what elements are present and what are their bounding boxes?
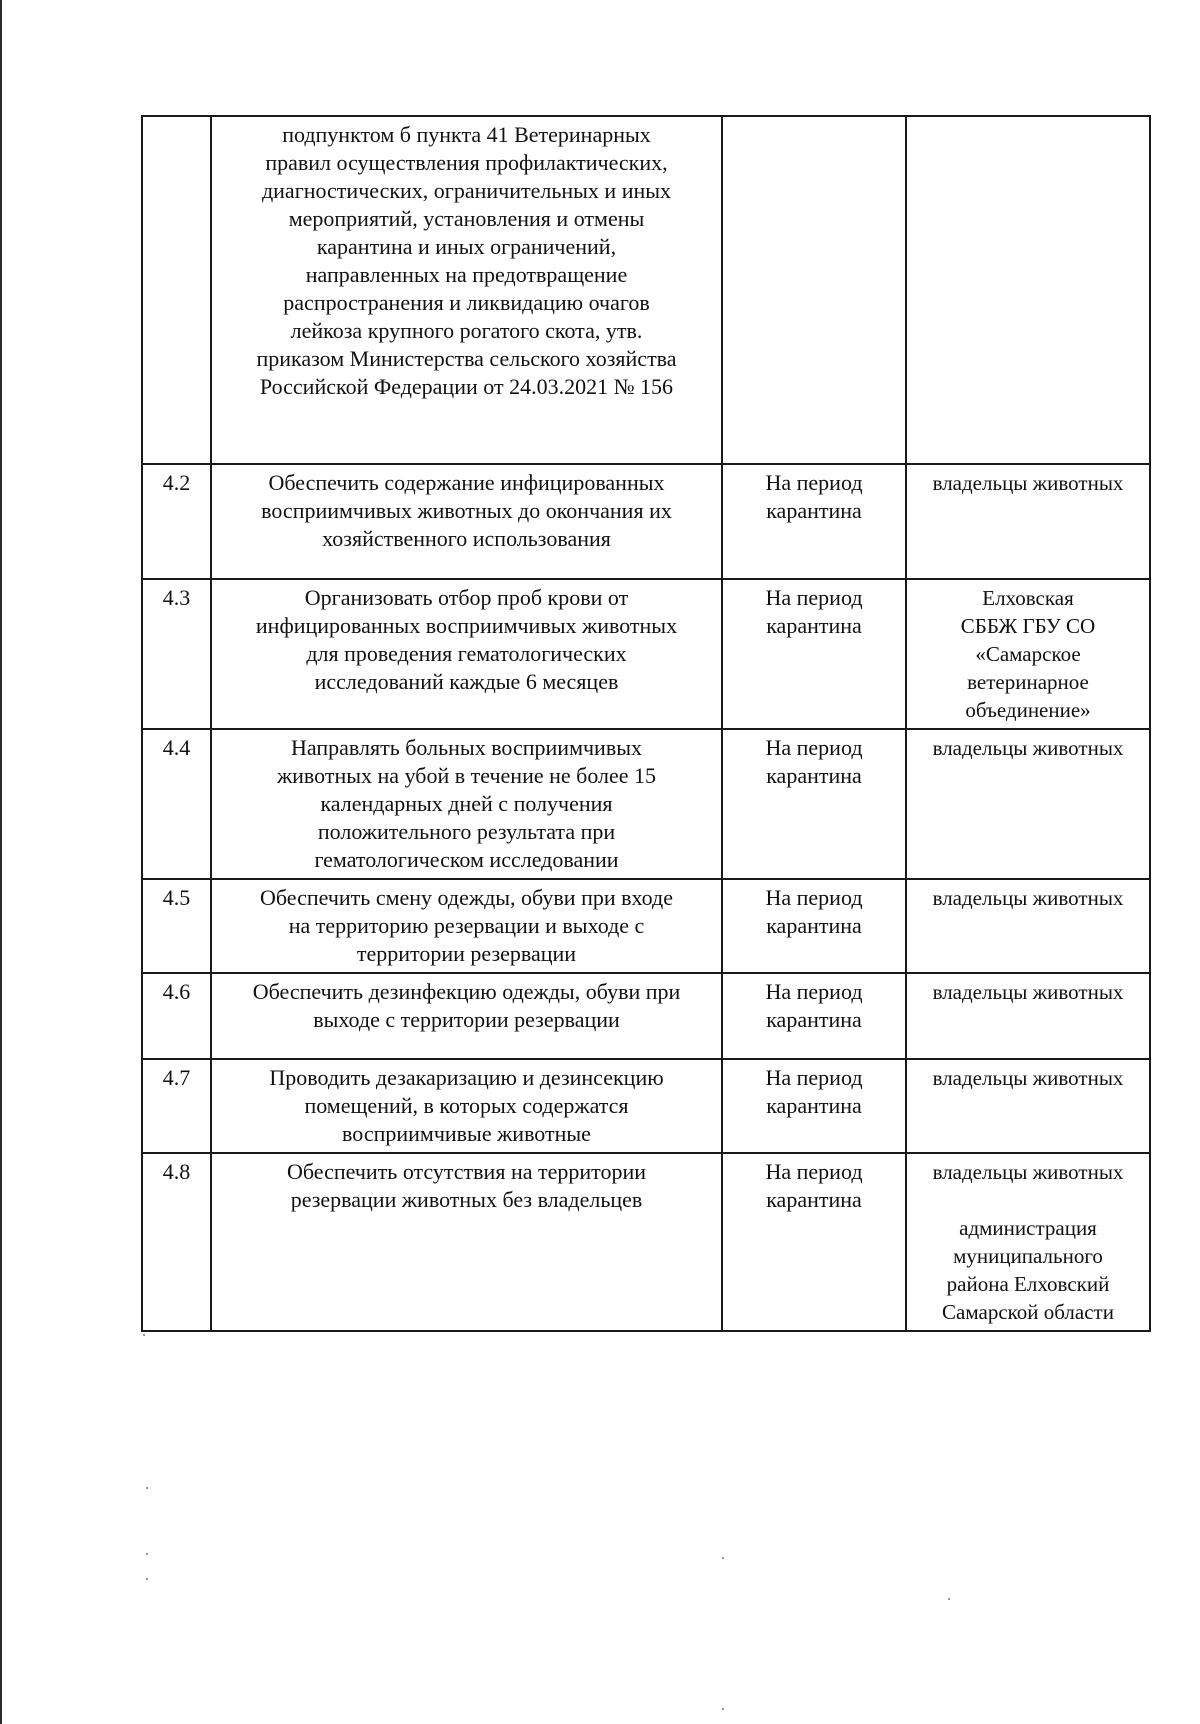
- term-text-line: карантина: [766, 763, 862, 788]
- row-number: 4.7: [162, 1065, 191, 1090]
- table-row: [142, 464, 1150, 579]
- row-number-cell: [142, 116, 211, 464]
- table-row: [142, 729, 1150, 879]
- scan-speck: [143, 1334, 145, 1336]
- measure-text-line: территории резервации: [356, 941, 577, 966]
- term-text-line: карантина: [766, 913, 862, 938]
- measure-text-line: направленных на предотвращение: [305, 262, 628, 287]
- responsible-text-line: района Елховский: [946, 1272, 1110, 1296]
- measure-text-line: выходе с территории резервации: [313, 1007, 620, 1032]
- row-number-cell: [142, 1059, 211, 1153]
- row-number: 4.2: [162, 470, 191, 495]
- term-cell: [722, 1059, 906, 1153]
- measure-text-line: на территорию резервации и выходе с: [288, 913, 645, 938]
- term-text-line: На период: [765, 1065, 863, 1090]
- measure-text-line: Российской Федерации от 24.03.2021 № 156: [259, 374, 674, 399]
- row-number-cell: [142, 973, 211, 1059]
- scan-speck: [146, 1487, 148, 1489]
- term-text-line: карантина: [766, 1007, 862, 1032]
- measure-text-line: восприимчивых животных до окончания их: [261, 498, 672, 523]
- term-text-line: На период: [765, 1159, 863, 1184]
- scan-speck: [146, 1578, 148, 1580]
- table-row: [142, 1153, 1150, 1331]
- term-text-line: На период: [765, 885, 863, 910]
- row-number-cell: [142, 879, 211, 973]
- term-text-line: карантина: [766, 498, 862, 523]
- responsible-text-line: владельцы животных: [932, 736, 1124, 760]
- row-number-cell: [142, 1153, 211, 1331]
- responsible-text-line: владельцы животных: [932, 1160, 1124, 1184]
- measure-text-line: правил осуществления профилактических,: [265, 150, 668, 175]
- responsible-text-line: администрация: [959, 1216, 1097, 1240]
- measure-cell: [211, 116, 722, 464]
- term-text-line: карантина: [766, 1187, 862, 1212]
- scan-page-edge: [0, 0, 2, 1724]
- term-cell: [722, 579, 906, 729]
- measure-text-line: Организовать отбор проб крови от: [304, 585, 629, 610]
- measure-text-line: Направлять больных восприимчивых: [290, 735, 642, 760]
- table-row: [142, 579, 1150, 729]
- term-text-line: На период: [765, 585, 863, 610]
- table-row: [142, 973, 1150, 1059]
- term-cell: [722, 879, 906, 973]
- responsible-text-line: ветеринарное: [967, 670, 1089, 694]
- measure-text-line: положительного результата при: [317, 819, 616, 844]
- scan-speck: [722, 1708, 724, 1710]
- measure-cell: [211, 973, 722, 1059]
- measure-cell: [211, 1059, 722, 1153]
- measure-text-line: резервации животных без владельцев: [290, 1187, 643, 1212]
- scan-speck: [948, 1598, 950, 1600]
- responsible-cell: [906, 1059, 1150, 1153]
- row-number-cell: [142, 579, 211, 729]
- responsible-spacer: [913, 1186, 1143, 1214]
- responsible-text-line: объединение»: [965, 698, 1091, 722]
- responsible-text-line: владельцы животных: [932, 471, 1124, 495]
- measures-table: [141, 115, 1151, 1332]
- term-cell: [722, 116, 906, 464]
- table-row: [142, 879, 1150, 973]
- measure-text-line: гематологическом исследовании: [314, 847, 619, 872]
- row-number-cell: [142, 464, 211, 579]
- term-cell: [722, 464, 906, 579]
- term-text-line: карантина: [766, 1093, 862, 1118]
- measure-text-line: приказом Министерства сельского хозяйства: [256, 346, 677, 371]
- measure-text-line: Обеспечить дезинфекцию одежды, обуви при: [252, 979, 681, 1004]
- responsible-text-line: владельцы животных: [932, 980, 1124, 1004]
- responsible-text-line: Елховская: [982, 586, 1074, 610]
- responsible-text-line: Самарской области: [942, 1300, 1114, 1324]
- measures-table-container: [141, 115, 1149, 1332]
- row-number: 4.5: [162, 885, 191, 910]
- responsible-cell: [906, 729, 1150, 879]
- measure-text-line: восприимчивые животные: [342, 1121, 591, 1146]
- measure-text-line: подпунктом б пункта 41 Ветеринарных: [282, 122, 651, 147]
- responsible-text-line: владельцы животных: [932, 1066, 1124, 1090]
- responsible-cell: [906, 579, 1150, 729]
- measure-cell: [211, 464, 722, 579]
- measure-text-line: животных на убой в течение не более 15: [276, 763, 657, 788]
- scan-speck: [722, 1557, 724, 1559]
- table-row: [142, 1059, 1150, 1153]
- responsible-text-line: СББЖ ГБУ СО: [960, 614, 1096, 638]
- responsible-cell: [906, 116, 1150, 464]
- measure-text-line: Проводить дезакаризацию и дезинсекцию: [269, 1065, 664, 1090]
- measure-text-line: лейкоза крупного рогатого скота, утв.: [290, 318, 643, 343]
- measure-text-line: карантина и иных ограничений,: [316, 234, 617, 259]
- row-number-cell: [142, 729, 211, 879]
- table-row: [142, 116, 1150, 464]
- measure-text-line: помещений, в которых содержатся: [304, 1093, 629, 1118]
- term-cell: [722, 1153, 906, 1331]
- term-cell: [722, 729, 906, 879]
- row-number: 4.3: [162, 585, 191, 610]
- term-text-line: карантина: [766, 613, 862, 638]
- row-number: 4.4: [162, 735, 191, 760]
- measure-cell: [211, 879, 722, 973]
- term-text-line: На период: [765, 470, 863, 495]
- responsible-text-line: «Самарское: [975, 642, 1081, 666]
- scan-speck: [146, 1553, 148, 1555]
- measure-text-line: исследований каждые 6 месяцев: [314, 669, 619, 694]
- measure-cell: [211, 1153, 722, 1331]
- measure-text-line: календарных дней с получения: [320, 791, 613, 816]
- measure-text-line: диагностических, ограничительных и иных: [261, 178, 672, 203]
- measure-text-line: мероприятий, установления и отмены: [288, 206, 645, 231]
- responsible-cell: [906, 1153, 1150, 1331]
- row-number: 4.6: [162, 979, 191, 1004]
- measures-table-body: [142, 116, 1150, 1331]
- measure-text-line: Обеспечить содержание инфицированных: [268, 470, 665, 495]
- term-cell: [722, 973, 906, 1059]
- measure-text-line: хозяйственного использования: [322, 526, 611, 551]
- measure-text-line: Обеспечить отсутствия на территории: [286, 1159, 646, 1184]
- measure-cell: [211, 729, 722, 879]
- measure-text-line: для проведения гематологических: [306, 641, 627, 666]
- row-number: 4.8: [162, 1159, 191, 1184]
- responsible-cell: [906, 879, 1150, 973]
- responsible-cell: [906, 464, 1150, 579]
- measure-text-line: Обеспечить смену одежды, обуви при входе: [259, 885, 673, 910]
- responsible-text-line: владельцы животных: [932, 886, 1124, 910]
- measure-text-line: инфицированных восприимчивых животных: [255, 613, 678, 638]
- measure-cell: [211, 579, 722, 729]
- term-text-line: На период: [765, 979, 863, 1004]
- responsible-cell: [906, 973, 1150, 1059]
- measure-text-line: распространения и ликвидацию очагов: [283, 290, 650, 315]
- responsible-text-line: муниципального: [953, 1244, 1103, 1268]
- term-text-line: На период: [765, 735, 863, 760]
